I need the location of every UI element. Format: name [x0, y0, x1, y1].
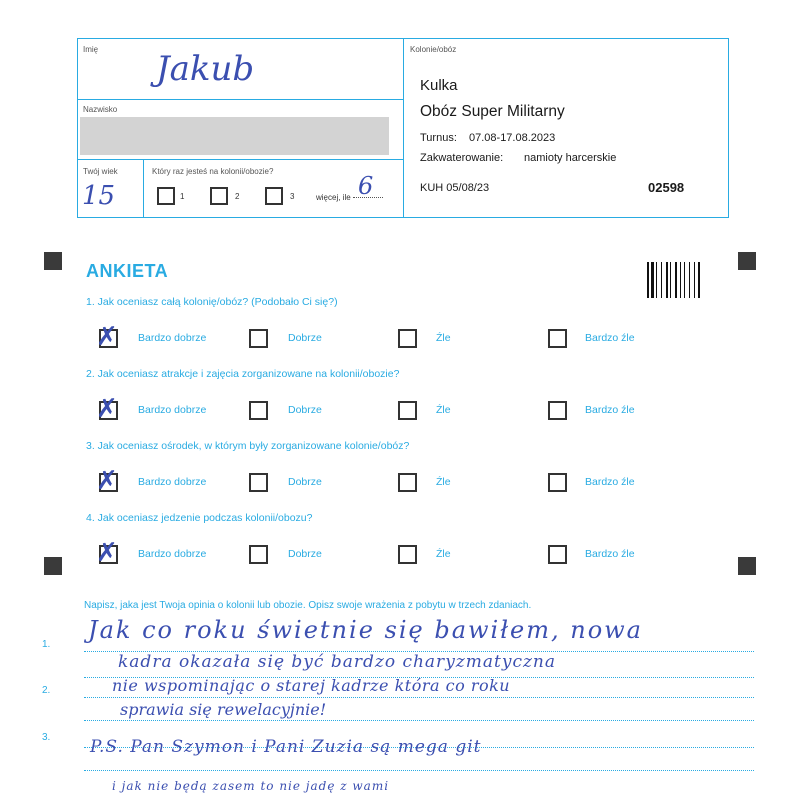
barcode-bar — [684, 262, 685, 298]
rating-option-label: Bardzo źle — [585, 404, 635, 416]
divider — [143, 159, 144, 217]
barcode-bar — [698, 262, 700, 298]
rating-checkbox[interactable] — [398, 545, 417, 564]
barcode-bar — [696, 262, 697, 298]
rating-option-label: Bardzo źle — [585, 332, 635, 344]
rating-checkbox[interactable] — [249, 545, 268, 564]
rating-checkbox[interactable] — [249, 473, 268, 492]
accommodation-label: Zakwaterowanie: — [420, 152, 504, 164]
times-label: Który raz jesteś na kolonii/obozie? — [152, 167, 274, 176]
handwritten-line: i jak nie będą zasem to nie jadę z wami — [112, 779, 390, 793]
times-option-2: 2 — [235, 192, 240, 201]
camp-name: Obóz Super Militarny — [420, 103, 565, 120]
times-more-label: więcej, ile — [316, 193, 351, 202]
writing-line — [84, 770, 754, 771]
barcode-bar — [694, 262, 696, 298]
registration-marker — [44, 557, 62, 575]
times-option-1: 1 — [180, 192, 185, 201]
line-number: 2. — [42, 685, 51, 696]
divider — [78, 159, 403, 160]
barcode-bar — [666, 262, 668, 298]
rating-checkbox[interactable] — [548, 329, 567, 348]
camp-place: Kulka — [420, 77, 458, 94]
rating-option-label: Dobrze — [288, 332, 322, 344]
barcode-bar — [686, 262, 688, 298]
barcode-bar — [682, 262, 683, 298]
barcode-bar — [661, 262, 662, 298]
line-number: 3. — [42, 732, 51, 743]
writing-line — [84, 720, 754, 721]
camp-label: Kolonie/obóz — [410, 45, 457, 54]
surname-redaction — [80, 117, 389, 155]
times-checkbox-1[interactable] — [157, 187, 175, 205]
barcode-bar — [647, 262, 649, 298]
times-more-value[interactable]: 6 — [358, 172, 374, 200]
rating-option-label: Dobrze — [288, 548, 322, 560]
age-label: Twój wiek — [83, 167, 118, 176]
handwritten-line: kadra okazała się być bardzo charyzmatyczna — [118, 652, 557, 672]
barcode-bar — [670, 262, 671, 298]
rating-option-label: Bardzo dobrze — [138, 548, 207, 560]
rating-option-label: Źle — [436, 476, 451, 488]
registration-marker — [44, 252, 62, 270]
line-number: 1. — [42, 639, 51, 650]
barcode-bar — [691, 262, 693, 298]
rating-checkbox[interactable] — [398, 473, 417, 492]
survey-question: 2. Jak oceniasz atrakcje i zajęcia zorganizowane na kolonii/obozie? — [86, 368, 400, 380]
handwritten-line: nie wspominając o starej kadrze która co roku — [112, 676, 511, 695]
times-option-3: 3 — [290, 192, 295, 201]
camp-code: KUH 05/08/23 — [420, 182, 490, 194]
check-mark-icon: ✗ — [96, 394, 118, 424]
barcode-bar — [656, 262, 657, 298]
barcode-bar — [663, 262, 665, 298]
barcode-bar — [680, 262, 682, 298]
times-checkbox-2[interactable] — [210, 187, 228, 205]
surname-label: Nazwisko — [83, 105, 118, 114]
header-form — [77, 38, 729, 218]
handwritten-line: P.S. Pan Szymon i Pani Zuzia są mega git — [90, 737, 482, 757]
barcode-bar — [651, 262, 653, 298]
rating-checkbox[interactable] — [548, 473, 567, 492]
rating-option-label: Bardzo dobrze — [138, 404, 207, 416]
times-checkbox-3[interactable] — [265, 187, 283, 205]
registration-marker — [738, 557, 756, 575]
barcode-bar — [650, 262, 651, 298]
writing-line — [84, 697, 754, 698]
survey-title: ANKIETA — [86, 261, 169, 281]
divider — [403, 39, 404, 217]
opinion-prompt: Napisz, jaka jest Twoja opinia o kolonii lub obozie. Opisz swoje wrażenia z pobytu w trzech zdaniach. — [84, 600, 532, 611]
survey-question: 4. Jak oceniasz jedzenie podczas kolonii/obozu? — [86, 512, 313, 524]
check-mark-icon: ✗ — [96, 322, 118, 352]
divider — [78, 99, 403, 100]
rating-option-label: Źle — [436, 404, 451, 416]
turnus-label: Turnus: — [420, 132, 457, 144]
barcode-bar — [655, 262, 656, 298]
barcode-bar — [669, 262, 670, 298]
camp-number: 02598 — [648, 180, 685, 195]
registration-marker — [738, 252, 756, 270]
check-mark-icon: ✗ — [96, 466, 118, 496]
barcode-bar — [658, 262, 660, 298]
rating-checkbox[interactable] — [249, 401, 268, 420]
rating-option-label: Dobrze — [288, 404, 322, 416]
survey-question: 1. Jak oceniasz całą kolonię/obóz? (Podobało Ci się?) — [86, 296, 338, 308]
rating-option-label: Bardzo źle — [585, 548, 635, 560]
rating-checkbox[interactable] — [398, 329, 417, 348]
barcode-bar — [672, 262, 674, 298]
rating-checkbox[interactable] — [548, 545, 567, 564]
check-mark-icon: ✗ — [96, 538, 118, 568]
name-label: Imię — [83, 45, 99, 54]
barcode-bar — [678, 262, 679, 298]
rating-option-label: Źle — [436, 332, 451, 344]
rating-checkbox[interactable] — [249, 329, 268, 348]
barcode-bar — [675, 262, 677, 298]
rating-checkbox[interactable] — [398, 401, 417, 420]
survey-question: 3. Jak oceniasz ośrodek, w którym były zorganizowane kolonie/obóz? — [86, 440, 410, 452]
rating-option-label: Bardzo źle — [585, 476, 635, 488]
turnus-value: 07.08-17.08.2023 — [469, 132, 556, 144]
accommodation-value: namioty harcerskie — [524, 152, 617, 164]
handwritten-line: sprawia się rewelacyjnie! — [120, 700, 327, 719]
barcode-bar — [701, 262, 702, 298]
barcode-bar — [689, 262, 690, 298]
rating-option-label: Bardzo dobrze — [138, 476, 207, 488]
rating-checkbox[interactable] — [548, 401, 567, 420]
name-value[interactable]: Jakub — [156, 49, 255, 89]
rating-option-label: Bardzo dobrze — [138, 332, 207, 344]
handwritten-line: Jak co roku świetnie się bawiłem, nowa — [88, 616, 643, 644]
rating-option-label: Źle — [436, 548, 451, 560]
rating-option-label: Dobrze — [288, 476, 322, 488]
barcode — [647, 262, 703, 298]
age-value[interactable]: 15 — [82, 181, 116, 211]
